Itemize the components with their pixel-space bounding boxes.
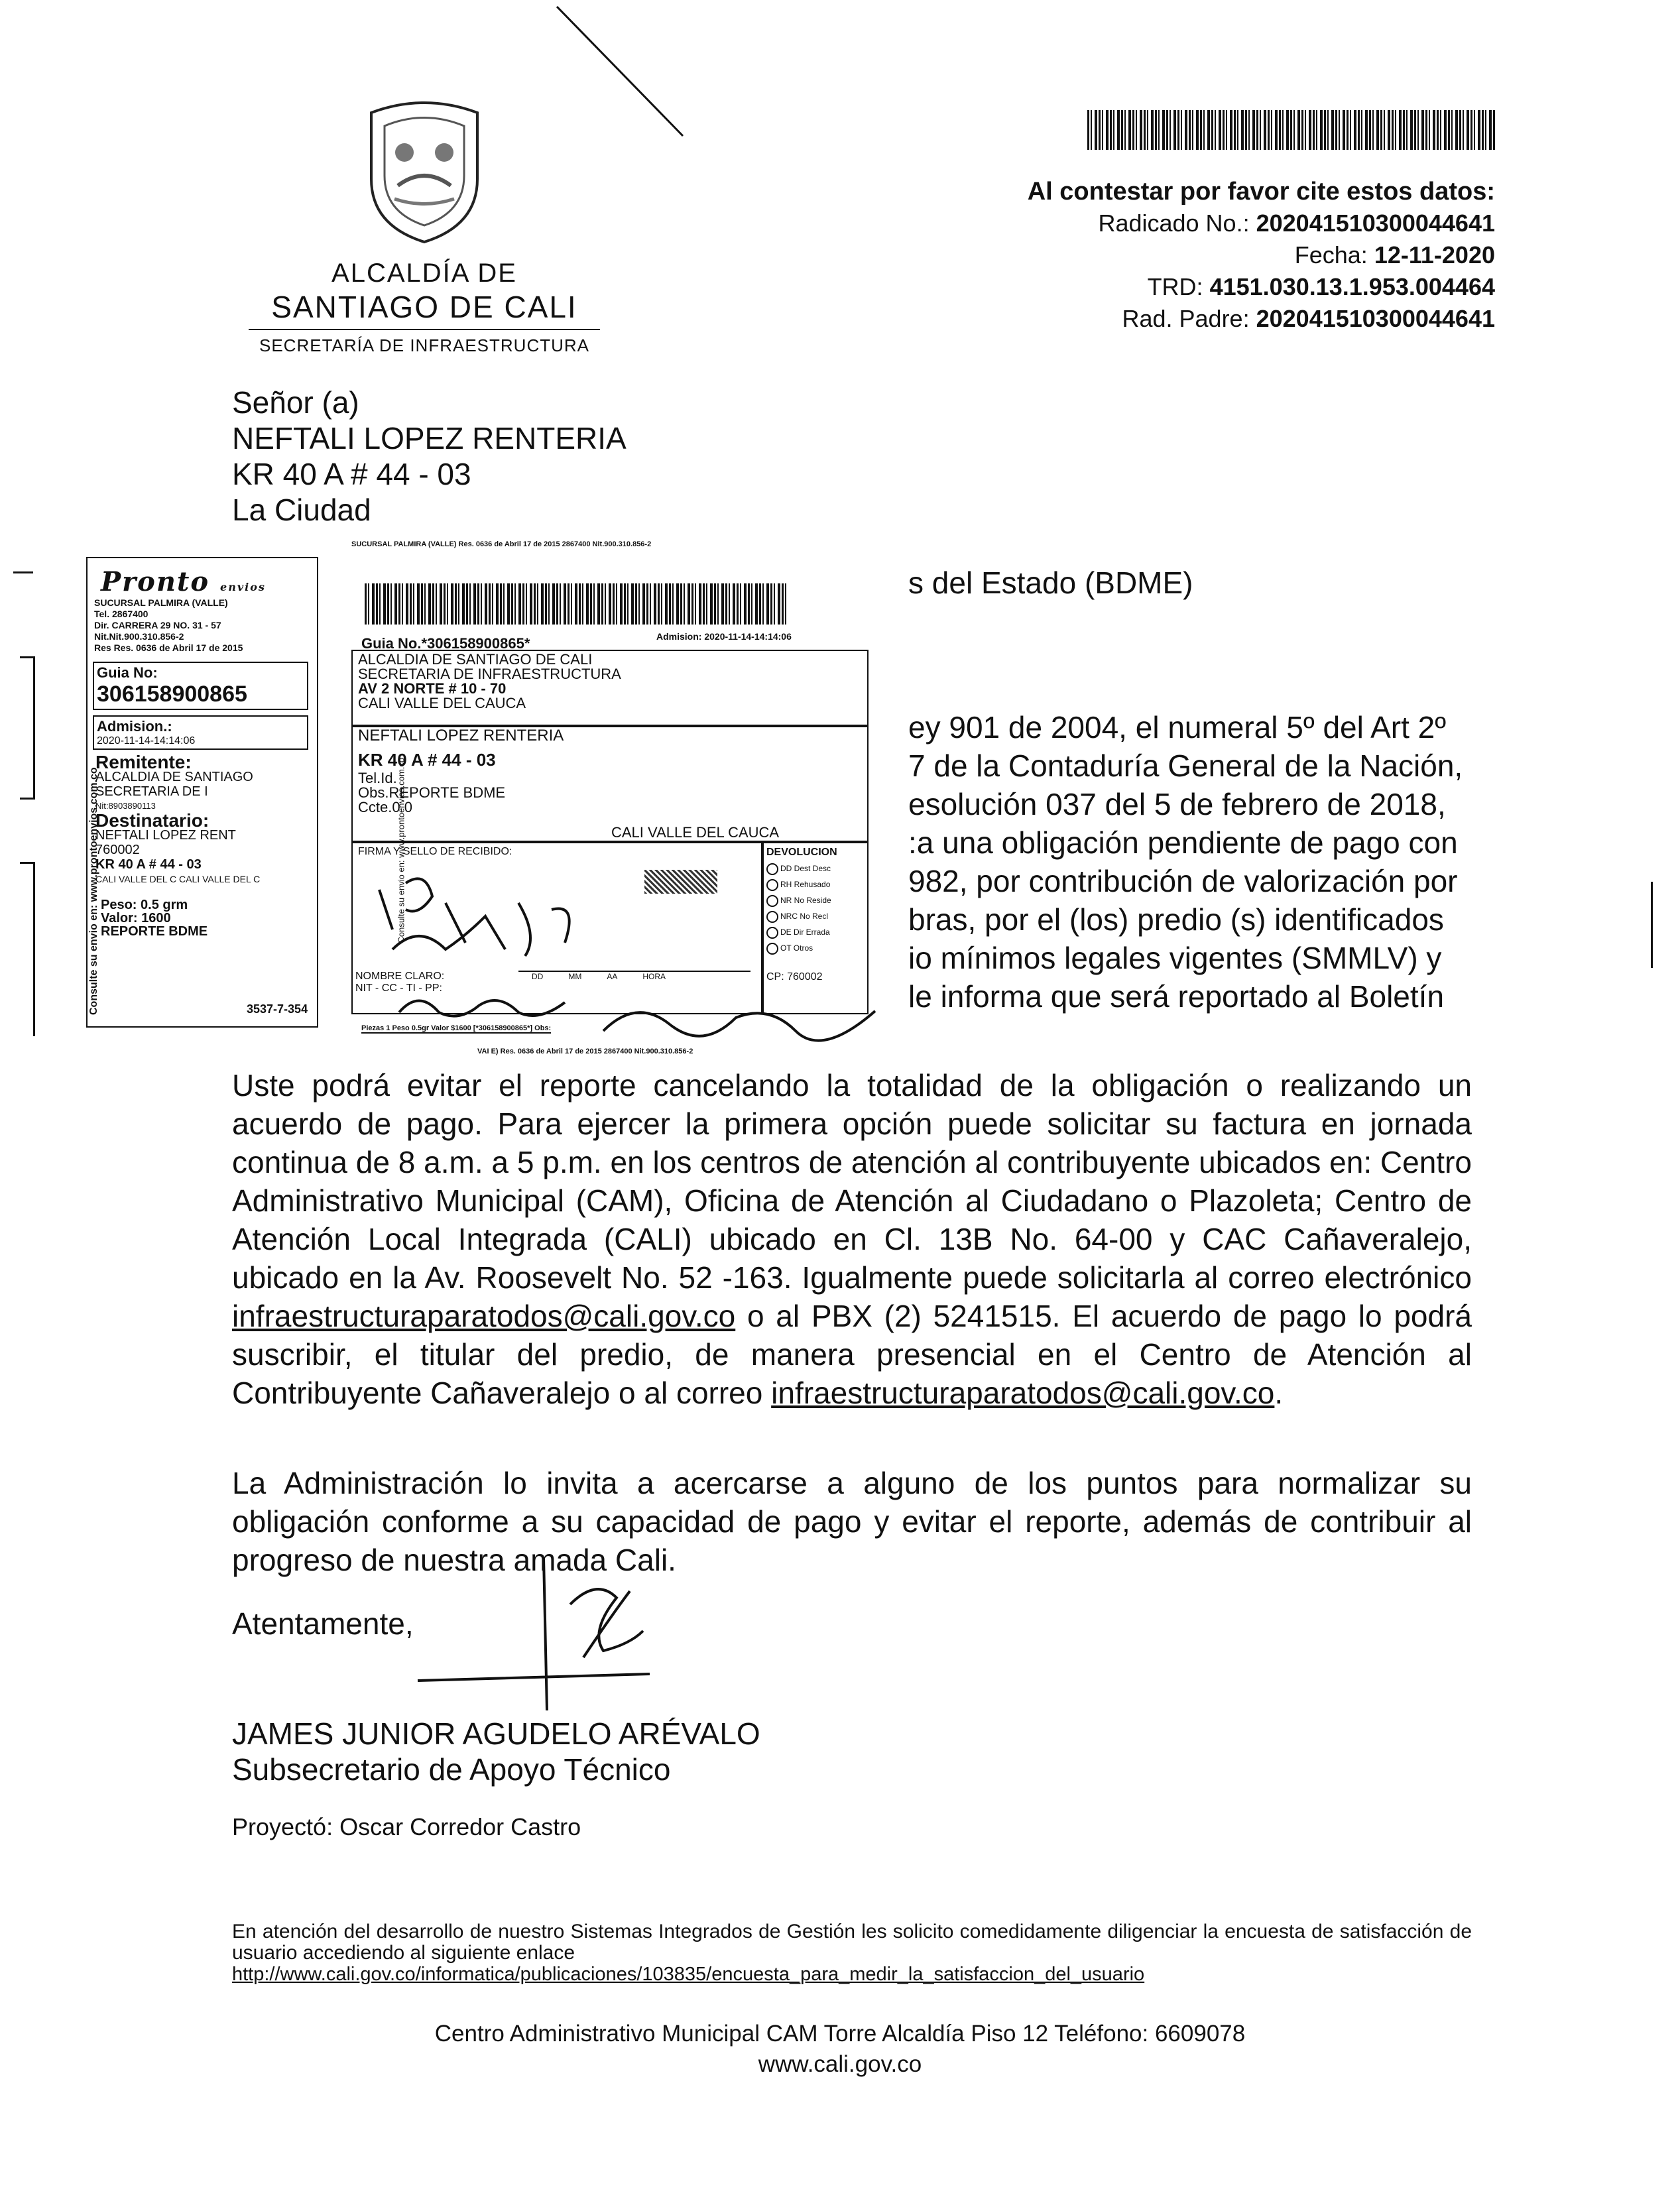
devolucion-option[interactable] — [766, 908, 865, 924]
stub-destinatario-line: 760002 — [95, 843, 140, 857]
rad-padre-line — [862, 303, 1495, 335]
destination-address: KR 40 A # 44 - 03 — [358, 750, 496, 770]
devolucion-option[interactable] — [766, 876, 865, 892]
stub-reporte: REPORTE BDME — [101, 924, 208, 939]
citation-block — [862, 176, 1495, 335]
signer-name: JAMES JUNIOR AGUDELO ARÉVALO — [232, 1716, 760, 1751]
radio-icon — [766, 943, 778, 955]
stub-guia-value: 306158900865 — [97, 682, 247, 707]
radio-icon — [766, 863, 778, 875]
document-barcode — [1087, 110, 1495, 150]
survey-note — [232, 1921, 1472, 1985]
stub-remitente-line: SECRETARIA DE I — [95, 784, 208, 799]
citation-heading: Al contestar por favor cite estos datos: — [1027, 178, 1495, 206]
stub-destinatario-label: Destinatario: — [95, 810, 210, 831]
fragment-line: io mínimos legales vigentes (SMMLV) y — [908, 941, 1442, 975]
devolucion-option[interactable] — [766, 861, 865, 876]
fragment-line: bras, por el (los) predio (s) identificados — [908, 902, 1444, 937]
branch-line: Tel. 2867400 — [94, 609, 149, 619]
date-fields — [518, 971, 750, 981]
radio-icon — [766, 927, 778, 939]
stub-admision-box — [93, 715, 308, 750]
scan-line-mark — [517, 0, 703, 146]
footer-address: Centro Administrativo Municipal CAM Torre Alcaldía Piso 12 Teléfono: 6609078 — [434, 2021, 1246, 2047]
devolucion-option-label: NRC No Recl — [780, 912, 829, 921]
devolucion-option[interactable] — [766, 924, 865, 940]
courier-destination-box — [351, 726, 869, 842]
email-link[interactable]: infraestructuraparatodos@cali.gov.co — [232, 1299, 736, 1333]
letterhead-title-line2: SANTIAGO DE CALI — [271, 290, 577, 324]
salutation: Señor (a) — [232, 385, 359, 420]
stamp-mark — [644, 870, 717, 894]
radicado-line — [862, 208, 1495, 239]
fragment-line: esolución 037 del 5 de febrero de 2018, — [908, 787, 1446, 821]
handwritten-signature — [398, 1551, 676, 1724]
fragment-line: le informa que será reportado al Boletín — [908, 979, 1445, 1014]
date-mm: MM — [568, 972, 582, 981]
recipient-block — [232, 385, 627, 528]
courier-cp: CP: 760002 — [766, 971, 823, 983]
stub-guia-box — [93, 662, 308, 710]
radio-icon — [766, 911, 778, 923]
stub-remitente-line: ALCALDIA DE SANTIAGO — [95, 770, 253, 784]
fecha-line — [862, 239, 1495, 271]
fragment-line: :a una obligación pendiente de pago con — [908, 825, 1458, 860]
stub-admision-label: Admision.: — [97, 718, 172, 735]
stub-code: 3537-7-354 — [247, 1002, 308, 1016]
recipient-city: La Ciudad — [232, 493, 371, 527]
stub-parties — [95, 752, 317, 886]
fragment-line: ey 901 de 2004, el numeral 5º del Art 2º — [908, 710, 1447, 745]
recipient-name: NEFTALI LOPEZ RENTERIA — [232, 421, 627, 455]
courier-brand-sub: envios — [220, 581, 266, 593]
courier-side-url-2: Consulte su envio en: www.prontoenvios.com.co — [396, 757, 406, 943]
closing: Atentamente, — [232, 1606, 414, 1641]
letterhead-department: SECRETARÍA DE INFRAESTRUCTURA — [259, 335, 589, 355]
branch-line: Dir. CARRERA 29 NO. 31 - 57 — [94, 620, 221, 630]
fragment-line: 7 de la Contaduría General de la Nación, — [908, 748, 1463, 783]
stub-admision-value: 2020-11-14-14:14:06 — [97, 735, 196, 746]
destination-name: NEFTALI LOPEZ RENTERIA — [358, 727, 564, 745]
destination-city: CALI VALLE DEL CAUCA — [611, 824, 780, 841]
devolucion-box — [762, 842, 869, 1014]
radio-icon — [766, 895, 778, 907]
recipient-address: KR 40 A # 44 - 03 — [232, 457, 471, 491]
fragment-line: s del Estado (BDME) — [908, 566, 1193, 600]
paragraph-1b-text: o al PBX (2) 5241515. El acuerdo de pago lo podrá suscribir, el titular del predio, de manera presencial en el Centro de Atención al Contribuyente Cañaveralejo o al correo — [232, 1299, 1472, 1410]
nombre-label: NOMBRE CLARO: — [355, 971, 445, 982]
courier-admision-full: Admision: 2020-11-14-14:14:06 — [656, 631, 792, 642]
courier-label-header: SUCURSAL PALMIRA (VALLE) Res. 0636 de Abril 17 de 2015 2867400 Nit.900.310.856-2 — [351, 540, 652, 548]
margin-tick — [1651, 882, 1659, 968]
body-paragraph-2: La Administración lo invita a acercarse a alguno de los puntos para normalizar su obligación conforme a su capacidad de pago y evitar el reporte, además de contribuir al progreso de nuestra amada Cali. — [232, 1466, 1472, 1577]
stub-destinatario-line: CALI VALLE DEL C CALI VALLE DEL C — [95, 874, 261, 884]
handwritten-signature-receipt — [392, 986, 591, 1026]
body-paragraph-1: Uste podrá evitar el reporte cancelando la totalidad de la obligación o realizando un acuerdo de pago. Para ejercer la primera opción puede solicitar su factura en jornada continua de 8 a.m. a 5 p.m. en los centros de atención al contribuyente ubicados en: Centro Administrativo Municipal (CAM), Oficina de Atención al Ciudadano o Plazoleta; Centro de Atención Local Integrada (CALI) ubicado en Cl. 13B No. 64-00 y CAC Cañaveralejo, ubicado en la Av. Roosevelt No. 52 -163. Igualmente puede solicitarla al correo electrónico infraestructuraparatodos@cali.gov.co o al PBX (2) 5241515. El acuerdo de pago lo podrá suscribir, el titular del predio, de manera presencial en el Centro de Atención al Contribuyente Cañaveralejo o al correo infraestructuraparatodos@cali.gov.co. — [232, 1068, 1472, 1410]
devolucion-option-label: DE Dir Errada — [780, 927, 830, 937]
radicado-value: 202041510300044641 — [1256, 209, 1495, 237]
devolucion-option-label: RH Rehusado — [780, 880, 831, 889]
stub-remitente-label: Remitente: — [95, 752, 192, 772]
fecha-label: Fecha: — [1294, 241, 1368, 268]
sender-line: AV 2 NORTE # 10 - 70 — [358, 680, 507, 697]
courier-brand-name: Pronto — [101, 566, 210, 597]
destination-ccte: Ccte.0 0 — [358, 799, 412, 815]
stub-guia-label: Guia No: — [97, 664, 158, 681]
letterhead-title-line1: ALCALDÍA DE — [331, 259, 517, 288]
courier-receipt-box — [351, 842, 762, 1014]
branch-info — [94, 597, 317, 654]
date-aa: AA — [607, 972, 618, 981]
stub-destinatario-line: KR 40 A # 44 - 03 — [95, 857, 202, 872]
devolucion-label: DEVOLUCION — [766, 847, 837, 858]
courier-sender-box — [351, 650, 869, 726]
courier-stub — [86, 557, 318, 1028]
sender-line: ALCALDIA DE SANTIAGO DE CALI — [358, 651, 593, 668]
devolucion-option-label: DD Dest Desc — [780, 864, 831, 873]
courier-guia-full: Guia No.*306158900865* — [361, 635, 530, 652]
trd-value: 4151.030.13.1.953.004464 — [1209, 273, 1495, 300]
courier-barcode — [365, 583, 789, 625]
city-crest-logo — [358, 93, 491, 245]
destination-tel: Tel.Id. — [358, 770, 397, 786]
email-link-2[interactable]: infraestructuraparatodos@cali.gov.co — [771, 1376, 1275, 1410]
sender-line: CALI VALLE DEL CAUCA — [358, 695, 526, 711]
margin-bracket — [20, 656, 35, 800]
stub-destinatario-line: NEFTALI LOPEZ RENT — [95, 828, 236, 843]
courier-piezas-line: Piezas 1 Peso 0.5gr Valor $1600 [*306158900865*] Obs: — [361, 1024, 552, 1032]
courier-bottom-text: VAI E) Res. 0636 de Abril 17 de 2015 2867400 Nit.900.310.856-2 — [477, 1047, 693, 1055]
sender-line: SECRETARIA DE INFRAESTRUCTURA — [358, 666, 621, 682]
survey-text: En atención del desarrollo de nuestro Sistemas Integrados de Gestión les solicito comedidamente diligenciar la encuesta de satisfacción de usuario accediendo al siguiente enlace — [232, 1921, 1472, 1964]
radio-icon — [766, 879, 778, 891]
devolucion-option[interactable] — [766, 892, 865, 908]
margin-bracket — [20, 862, 35, 1036]
partially-covered-text — [908, 564, 1463, 1016]
stub-valor: Valor: 1600 — [101, 911, 171, 925]
stub-nit: Nit:8903890113 — [95, 801, 156, 811]
handwritten-scribble — [597, 991, 888, 1044]
courier-brand — [101, 566, 317, 597]
margin-tick — [13, 571, 33, 573]
fragment-line: 982, por contribución de valorización por — [908, 864, 1458, 898]
rad-padre-label: Rad. Padre: — [1122, 305, 1250, 332]
fecha-value: 12-11-2020 — [1374, 241, 1495, 268]
stub-weight — [101, 898, 317, 938]
trd-label: TRD: — [1147, 273, 1203, 300]
devolucion-option-label: OT Otros — [780, 943, 813, 953]
nit-label: NIT - CC - TI - PP: — [355, 983, 442, 994]
paragraph-1-text: Uste podrá evitar el reporte cancelando la totalidad de la obligación o realizando un acuerdo de pago. Para ejercer la primera opción puede solicitar su factura en jornada continua de 8 a.m. a 5 p.m. en los centros de atención al contribuyente ubicados en: Centro Administrativo Municipal (CAM), Oficina de Atención al Ciudadano o Plazoleta; Centro de Atención Local Integrada (CALI) ubicado en Cl. 13B No. 64-00 y CAC Cañaveralejo, ubicado en la Av. Roosevelt No. 52 -163. Igualmente puede solicitarla al correo electrónico — [232, 1068, 1472, 1295]
devolucion-option[interactable] — [766, 940, 865, 956]
branch-line: Res Res. 0636 de Abril 17 de 2015 — [94, 642, 243, 653]
firma-label: FIRMA Y SELLO DE RECIBIDO: — [358, 846, 512, 857]
radicado-label: Radicado No.: — [1098, 209, 1250, 237]
signer-title: Subsecretario de Apoyo Técnico — [232, 1752, 671, 1787]
footer-website: www.cali.gov.co — [758, 2051, 922, 2077]
projected-by: Proyectó: Oscar Corredor Castro — [232, 1813, 581, 1840]
devolucion-option-label: NR No Reside — [780, 896, 831, 905]
branch-line: SUCURSAL PALMIRA (VALLE) — [94, 597, 228, 608]
stub-peso: Peso: 0.5 grm — [101, 898, 188, 912]
stub-side-url: Consulte su envio en: www.prontoenvios.com.co — [88, 767, 99, 1015]
letterhead-divider — [249, 329, 600, 330]
date-hora: HORA — [642, 972, 666, 981]
branch-line: Nit.Nit.900.310.856-2 — [94, 631, 184, 642]
trd-line — [862, 271, 1495, 303]
destination-obs: Obs.REPORTE BDME — [358, 784, 506, 801]
survey-link[interactable]: http://www.cali.gov.co/informatica/publicaciones/103835/encuesta_para_medir_la_satisfaccion_del_usuario — [232, 1964, 1145, 1985]
date-dd: DD — [532, 972, 544, 981]
rad-padre-value: 202041510300044641 — [1256, 305, 1495, 332]
